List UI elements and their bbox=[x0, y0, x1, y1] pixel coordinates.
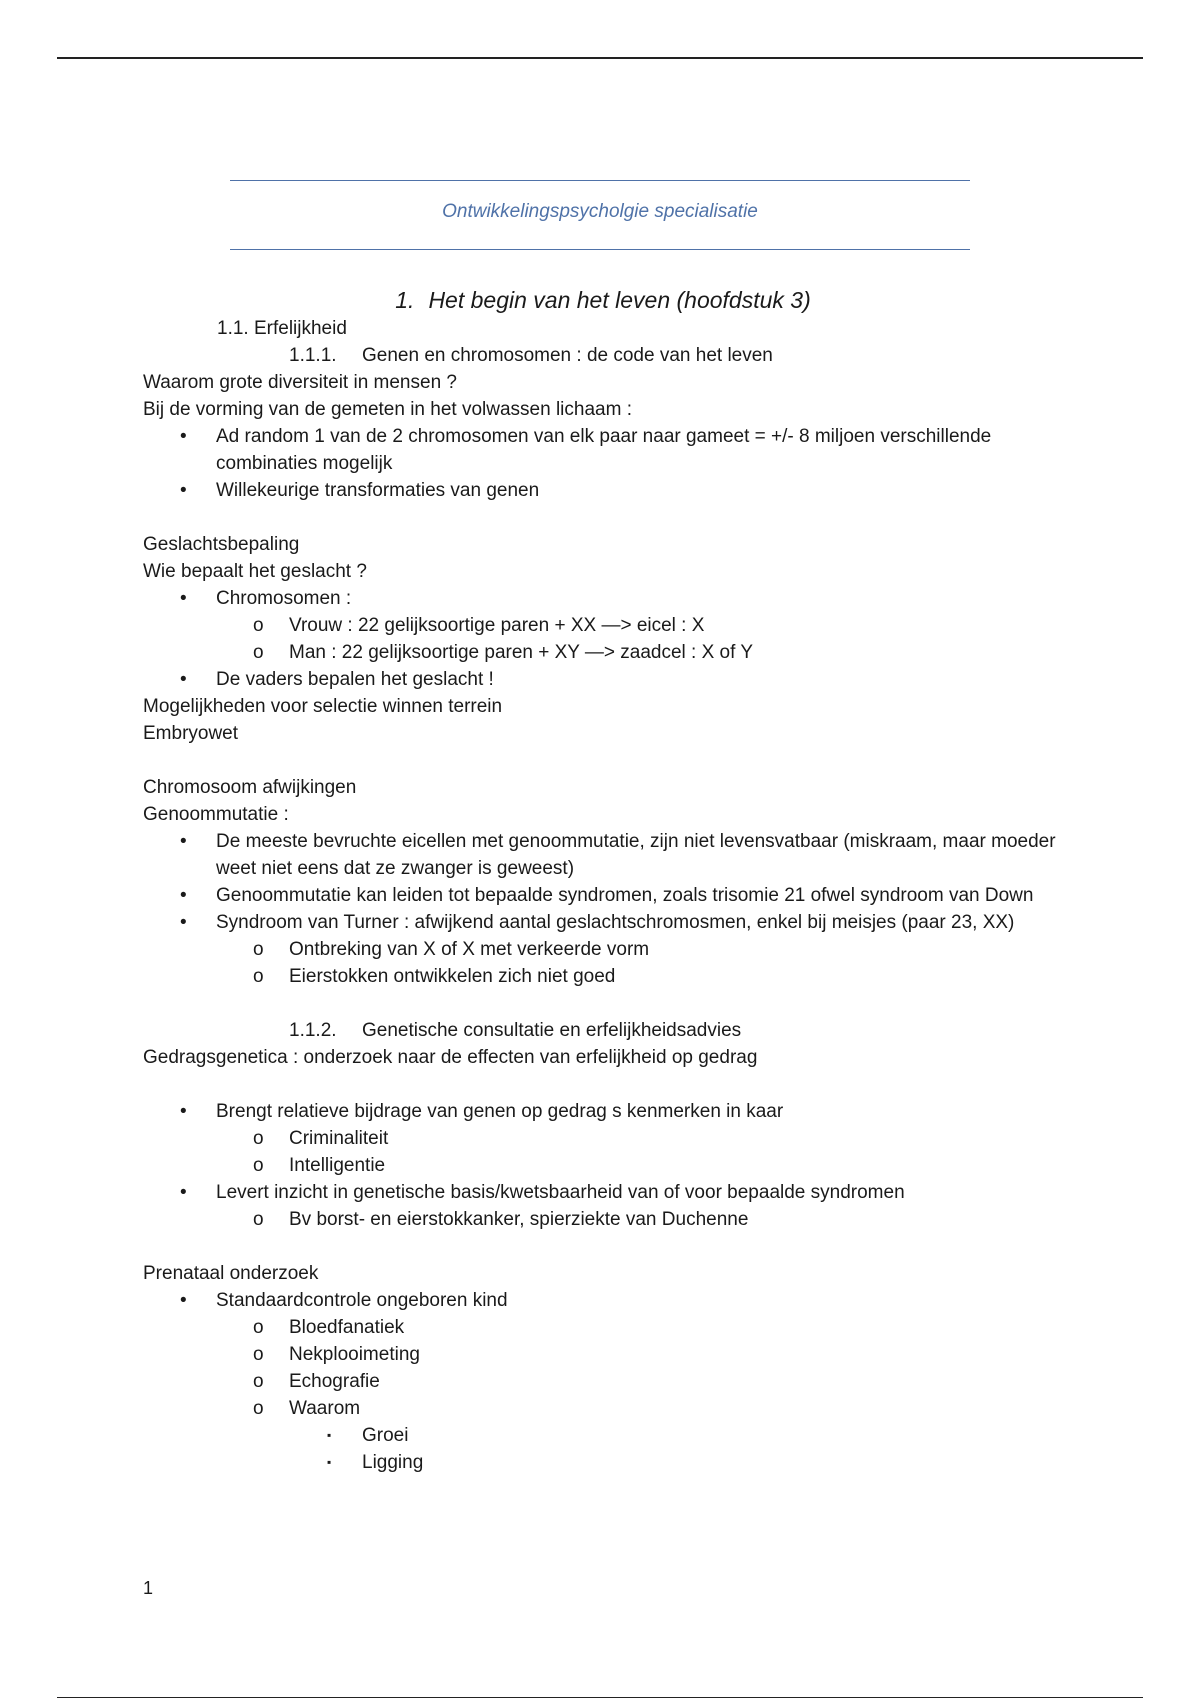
bullet-marker: • bbox=[180, 480, 187, 501]
list-item bbox=[143, 585, 1063, 612]
blank-line bbox=[143, 990, 1063, 1017]
paragraph: Prenataal onderzoek bbox=[143, 1263, 319, 1284]
section-heading-1-1-1 bbox=[143, 342, 1063, 369]
list-item-text: Brengt relatieve bijdrage van genen op gedrag s kenmerken in kaar bbox=[216, 1101, 784, 1122]
list-item-text: Intelligentie bbox=[289, 1155, 386, 1176]
bullet-marker: • bbox=[180, 588, 187, 609]
list-item bbox=[143, 936, 1063, 963]
paragraph: Gedragsgenetica : onderzoek naar de effecten van erfelijkheid op gedrag bbox=[143, 1047, 758, 1068]
circle-marker: o bbox=[253, 939, 264, 960]
chapter-title: Het begin van het leven (hoofdstuk 3) bbox=[428, 287, 811, 313]
bullet-marker: • bbox=[180, 426, 187, 447]
square-marker: ▪ bbox=[327, 1428, 332, 1442]
list-item bbox=[143, 1341, 1063, 1368]
blank-line bbox=[143, 1071, 1063, 1098]
list-item-text: Criminaliteit bbox=[289, 1128, 389, 1149]
list-item bbox=[143, 882, 1063, 909]
list-item-text: Eierstokken ontwikkelen zich niet goed bbox=[289, 966, 616, 987]
list-item-text: Echografie bbox=[289, 1371, 380, 1392]
chapter-heading bbox=[143, 285, 1063, 315]
list-item-text: Nekplooimeting bbox=[289, 1344, 420, 1365]
list-item bbox=[143, 1179, 1063, 1206]
title-rule-bottom bbox=[230, 249, 970, 250]
list-item bbox=[143, 1422, 1063, 1449]
section-number: 1.1.1. bbox=[289, 345, 337, 366]
bullet-marker: • bbox=[180, 669, 187, 690]
circle-marker: o bbox=[253, 1371, 264, 1392]
paragraph: Genoommutatie : bbox=[143, 804, 289, 825]
circle-marker: o bbox=[253, 615, 264, 636]
bullet-marker: • bbox=[180, 1290, 187, 1311]
section-number: 1.1.2. bbox=[289, 1020, 337, 1041]
blank-line bbox=[143, 504, 1063, 531]
list-item bbox=[143, 963, 1063, 990]
list-item-text: Genoommutatie kan leiden tot bepaalde syndromen, zoals trisomie 21 ofwel syndroom van Down bbox=[216, 885, 1034, 906]
blank-line bbox=[143, 747, 1063, 774]
blank-line bbox=[143, 1233, 1063, 1260]
circle-marker: o bbox=[253, 1155, 264, 1176]
circle-marker: o bbox=[253, 966, 264, 987]
list-item-text: Ad random 1 van de 2 chromosomen van elk paar naar gameet = +/- 8 miljoen verschillende combinaties mogelijk bbox=[216, 426, 992, 474]
list-item-text: Ontbreking van X of X met verkeerde vorm bbox=[289, 939, 650, 960]
paragraph: Geslachtsbepaling bbox=[143, 534, 300, 555]
paragraph: Embryowet bbox=[143, 723, 239, 744]
page-number: 1 bbox=[143, 1578, 154, 1598]
section-heading-1-1: 1.1. Erfelijkheid bbox=[217, 318, 347, 339]
list-item-text: Chromosomen : bbox=[216, 588, 352, 609]
list-item-text: Vrouw : 22 gelijksoortige paren + XX —> eicel : X bbox=[289, 615, 705, 636]
paragraph: Mogelijkheden voor selectie winnen terrein bbox=[143, 696, 503, 717]
bullet-marker: • bbox=[180, 831, 187, 852]
circle-marker: o bbox=[253, 1128, 264, 1149]
list-item-text: Standaardcontrole ongeboren kind bbox=[216, 1290, 508, 1311]
list-item-text: Syndroom van Turner : afwijkend aantal geslachtschromosmen, enkel bij meisjes (paar 23, XX) bbox=[216, 912, 1015, 933]
list-item bbox=[143, 1152, 1063, 1179]
bullet-marker: • bbox=[180, 885, 187, 906]
list-item-text: Bv borst- en eierstokkanker, spierziekte van Duchenne bbox=[289, 1209, 749, 1230]
list-item bbox=[143, 1395, 1063, 1422]
list-item-text: Levert inzicht in genetische basis/kwetsbaarheid van of voor bepaalde syndromen bbox=[216, 1182, 905, 1203]
chapter-number: 1. bbox=[395, 287, 415, 313]
list-item-text: Bloedfanatiek bbox=[289, 1317, 405, 1338]
list-item-text: Man : 22 gelijksoortige paren + XY —> zaadcel : X of Y bbox=[289, 642, 754, 663]
title-rule-top bbox=[230, 180, 970, 181]
paragraph: Bij de vorming van de gemeten in het volwassen lichaam : bbox=[143, 399, 632, 420]
list-item bbox=[143, 639, 1063, 666]
list-item bbox=[143, 666, 1063, 693]
bullet-list bbox=[143, 1098, 1063, 1233]
bullet-marker: • bbox=[180, 1182, 187, 1203]
paragraph: Waarom grote diversiteit in mensen ? bbox=[143, 372, 457, 393]
section-heading-1-1-2 bbox=[143, 1017, 1063, 1044]
page-bottom-rule bbox=[57, 1697, 1143, 1698]
document-title: Ontwikkelingspsycholgie specialisatie bbox=[442, 201, 758, 222]
list-item bbox=[143, 1287, 1063, 1314]
paragraph: Wie bepaalt het geslacht ? bbox=[143, 561, 367, 582]
list-item-text: Willekeurige transformaties van genen bbox=[216, 480, 540, 501]
list-item bbox=[143, 423, 1063, 477]
circle-marker: o bbox=[253, 642, 264, 663]
list-item-text: Ligging bbox=[362, 1452, 424, 1473]
section-title: Genen en chromosomen : de code van het leven bbox=[362, 345, 773, 366]
list-item-text: Waarom bbox=[289, 1398, 361, 1419]
paragraph: Chromosoom afwijkingen bbox=[143, 777, 357, 798]
list-item bbox=[143, 612, 1063, 639]
list-item bbox=[143, 1449, 1063, 1476]
circle-marker: o bbox=[253, 1317, 264, 1338]
list-item-text: Groei bbox=[362, 1425, 409, 1446]
bullet-list bbox=[143, 1287, 1063, 1476]
list-item bbox=[143, 1098, 1063, 1125]
list-item bbox=[143, 1206, 1063, 1233]
circle-marker: o bbox=[253, 1344, 264, 1365]
section-title: Genetische consultatie en erfelijkheidsadvies bbox=[362, 1020, 742, 1041]
circle-marker: o bbox=[253, 1209, 264, 1230]
document-body bbox=[143, 285, 1063, 1476]
list-item bbox=[143, 828, 1063, 882]
bullet-list bbox=[143, 423, 1063, 504]
list-item-text: De vaders bepalen het geslacht ! bbox=[216, 669, 494, 690]
bullet-marker: • bbox=[180, 1101, 187, 1122]
list-item bbox=[143, 909, 1063, 936]
bullet-list bbox=[143, 585, 1063, 693]
square-marker: ▪ bbox=[327, 1455, 332, 1469]
list-item bbox=[143, 1314, 1063, 1341]
list-item bbox=[143, 1368, 1063, 1395]
bullet-marker: • bbox=[180, 912, 187, 933]
bullet-list bbox=[143, 828, 1063, 990]
page-top-rule bbox=[57, 57, 1143, 59]
list-item bbox=[143, 477, 1063, 504]
list-item bbox=[143, 1125, 1063, 1152]
circle-marker: o bbox=[253, 1398, 264, 1419]
list-item-text: De meeste bevruchte eicellen met genoommutatie, zijn niet levensvatbaar (miskraam, maar moeder weet niet eens dat ze zwanger is geweest) bbox=[216, 831, 1056, 879]
